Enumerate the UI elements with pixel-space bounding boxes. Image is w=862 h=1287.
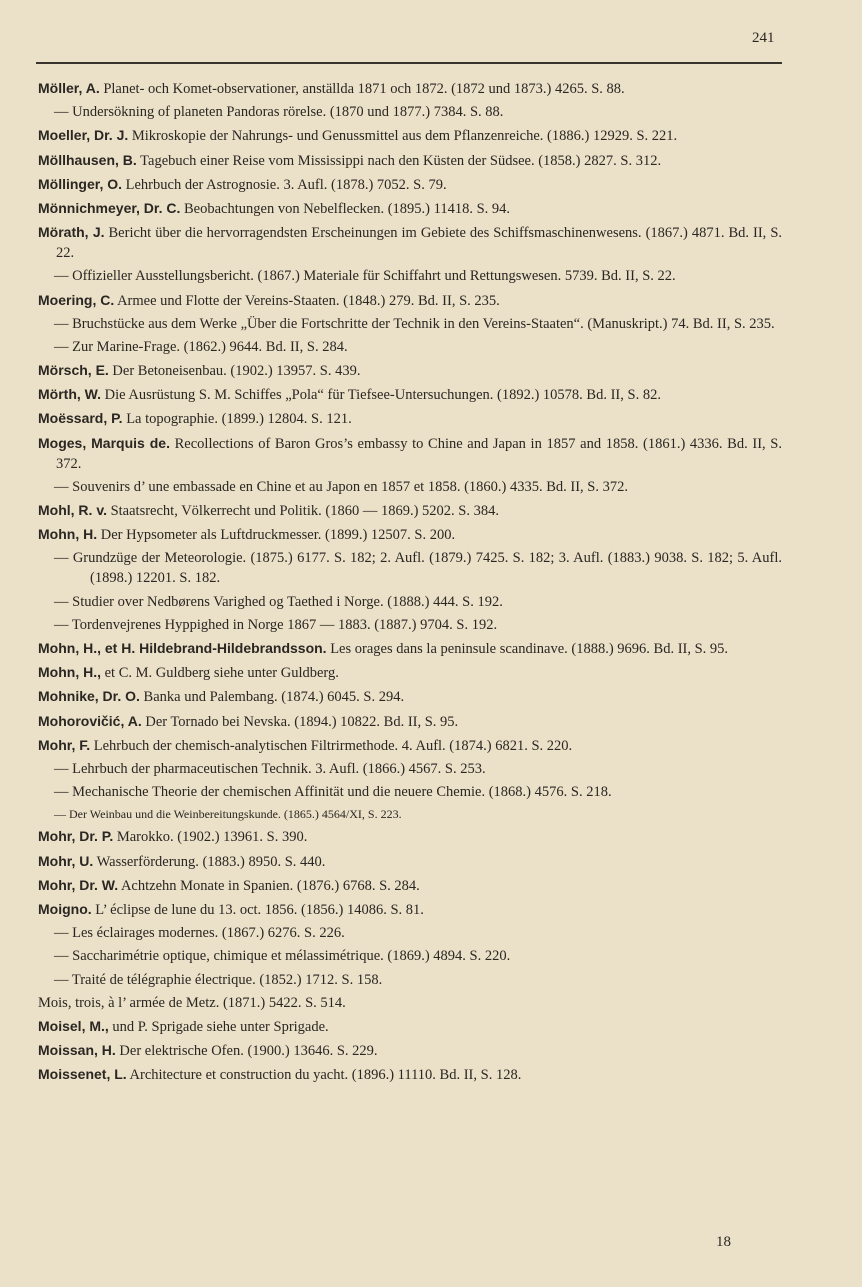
entry-text: Der elektrische Ofen. (1900.) 13646. S. 229.: [119, 1043, 378, 1060]
entry-author: Mohr, Dr. P.: [38, 828, 114, 845]
entry-author: Mohr, Dr. W.: [38, 876, 119, 893]
index-entry: [38, 826, 782, 847]
entry-text: Architecture et construction du yacht. (1896.) 11110. Bd. II, S. 128.: [129, 1067, 522, 1084]
entry-author: Mohn, H., et H. Hildebrand-Hildebrandsson.: [38, 639, 327, 656]
entry-text: Armee und Flotte der Vereins-Staaten. (1848.) 279. Bd. II, S. 235.: [117, 292, 500, 309]
index-entry: [38, 662, 782, 683]
index-entry: [38, 433, 782, 474]
entry-text: — Bruchstücke aus dem Werke „Über die Fortschritte der Technik in den Vereins-Staaten“. (Manuskript.) 74. Bd. II, S. 235.: [54, 315, 775, 332]
entry-author: Moering, C.: [38, 291, 115, 308]
index-entry: [38, 946, 782, 966]
entry-text: — Mechanische Theorie der chemischen Affinität und die neuere Chemie. (1868.) 4576. S. 218.: [54, 784, 612, 801]
entry-text: — Tordenvejrenes Hyppighed in Norge 1867 — 1883. (1887.) 9704. S. 192.: [54, 616, 498, 633]
entry-author: Mörath, J.: [38, 224, 105, 241]
entry-author: Mohn, H.,: [38, 664, 101, 681]
index-entry: [38, 548, 782, 588]
entry-author: Mohl, R. v.: [38, 502, 107, 518]
signature-mark: 18: [716, 1234, 731, 1250]
entry-author: Mörsch, E.: [38, 362, 109, 379]
entry-author: Mörth, W.: [38, 386, 101, 403]
index-entry: [38, 477, 782, 497]
index-entry: [38, 384, 782, 405]
index-entry: [38, 805, 782, 823]
entry-text: Les orages dans la peninsule scandinave. (1888.) 9696. Bd. II, S. 95.: [330, 640, 729, 657]
index-entry: [38, 290, 782, 311]
index-entry: [38, 266, 782, 286]
index-entry: [38, 1016, 782, 1037]
index-entry: [38, 923, 782, 943]
entry-text: Recollections of Baron Gros’s embassy to Chine and Japan in 1857 and 1858. (1861.) 4336. Bd. II, S. 372.: [56, 435, 783, 472]
index-entry: [38, 78, 782, 99]
entry-text: — Undersökning of planeten Pandoras rörelse. (1870 und 1877.) 7384. S. 88.: [54, 104, 504, 121]
index-entry: [38, 408, 782, 429]
entry-text: Staatsrecht, Völkerrecht und Politik. (1860 — 1869.) 5202. S. 384.: [110, 503, 499, 519]
entry-list: [38, 78, 782, 1089]
entry-text: Achtzehn Monate in Spanien. (1876.) 6768. S. 284.: [120, 877, 420, 894]
entry-text: Marokko. (1902.) 13961. S. 390.: [116, 829, 308, 846]
index-entry: [38, 222, 782, 263]
entry-text: Tagebuch einer Reise vom Mississippi nach den Küsten der Südsee. (1858.) 2827. S. 312.: [140, 152, 662, 169]
index-entry: [38, 899, 782, 920]
entry-author: Moissenet, L.: [38, 1066, 127, 1083]
entry-author: Mohr, U.: [38, 852, 94, 869]
entry-text: Beobachtungen von Nebelflecken. (1895.) 11418. S. 94.: [184, 200, 511, 217]
entry-author: Mohnike, Dr. O.: [38, 688, 140, 705]
entry-author: Möllhausen, B.: [38, 151, 137, 168]
entry-text: — Les éclairages modernes. (1867.) 6276. S. 226.: [54, 925, 345, 942]
index-entry: [38, 711, 782, 732]
entry-author: Moges, Marquis de.: [38, 434, 170, 451]
entry-text: — Lehrbuch der pharmaceutischen Technik. 3. Aufl. (1866.) 4567. S. 253.: [54, 760, 486, 777]
entry-text: — Studier over Nedbørens Varighed og Taethed i Norge. (1888.) 444. S. 192.: [54, 593, 503, 610]
entry-author: Mohn, H.: [38, 526, 98, 543]
entry-author: Mohr, F.: [38, 736, 91, 753]
index-entry: [38, 970, 782, 990]
entry-text: Der Tornado bei Nevska. (1894.) 10822. Bd. II, S. 95.: [145, 713, 459, 730]
entry-text: Der Hypsometer als Luftdruckmesser. (1899.) 12507. S. 200.: [100, 527, 456, 544]
entry-text: La topographie. (1899.) 12804. S. 121.: [126, 411, 352, 428]
entry-text: — Traité de télégraphie électrique. (1852.) 1712. S. 158.: [54, 971, 383, 988]
entry-text: Lehrbuch der Astrognosie. 3. Aufl. (1878.) 7052. S. 79.: [125, 176, 447, 193]
entry-text: — Saccharimétrie optique, chimique et mélassimétrique. (1869.) 4894. S. 220.: [54, 948, 511, 965]
index-entry: [38, 360, 782, 381]
entry-text: — Grundzüge der Meteorologie. (1875.) 6177. S. 182; 2. Aufl. (1879.) 7425. S. 182; 3. Aufl. (1883.) 9038. S. 182; 5. Aufl. (1898.) 12201. S. 182.: [54, 550, 782, 587]
entry-text: — Der Weinbau und die Weinbereitungskunde. (1865.) 4564/XI, S. 223.: [54, 807, 402, 822]
entry-author: Möllinger, O.: [38, 175, 123, 192]
entry-text: Mikroskopie der Nahrungs- und Genussmittel aus dem Pflanzenreiche. (1886.) 12929. S. 221.: [131, 128, 678, 145]
page-number: 241: [752, 30, 775, 46]
entry-author: Mönnichmeyer, Dr. C.: [38, 199, 181, 216]
index-entry: [38, 851, 782, 872]
index-entry: [38, 1064, 782, 1085]
entry-text: — Zur Marine-Frage. (1862.) 9644. Bd. II, S. 284.: [54, 338, 348, 355]
index-entry: [38, 150, 782, 171]
entry-text: Wasserförderung. (1883.) 8950. S. 440.: [96, 853, 326, 870]
entry-text: Mois, trois, à l’ armée de Metz. (1871.) 5422. S. 514.: [38, 994, 346, 1011]
entry-text: Banka und Palembang. (1874.) 6045. S. 294.: [143, 689, 405, 706]
entry-text: und P. Sprigade siehe unter Sprigade.: [112, 1018, 329, 1035]
index-entry: [38, 102, 782, 122]
entry-author: Mohorovičić, A.: [38, 712, 142, 729]
index-entry: [38, 500, 782, 521]
entry-text: Die Ausrüstung S. M. Schiffes „Pola“ für Tiefsee-Untersuchungen. (1892.) 10578. Bd. II, S. 82.: [104, 387, 661, 404]
index-entry: [38, 314, 782, 334]
entry-author: Moissan, H.: [38, 1042, 116, 1059]
index-entry: [38, 735, 782, 756]
entry-author: Moëssard, P.: [38, 410, 123, 427]
index-entry: [38, 174, 782, 195]
index-entry: [38, 875, 782, 896]
index-entry: [38, 337, 782, 357]
index-entry: [38, 759, 782, 779]
index-entry: [38, 125, 782, 146]
index-entry: [38, 592, 782, 612]
index-entry: [38, 782, 782, 802]
entry-text: — Offizieller Ausstellungsbericht. (1867.) Materiale für Schiffahrt und Rettungswesen. 5739. Bd. II, S. 22.: [54, 268, 676, 285]
entry-author: Möller, A.: [38, 80, 100, 96]
index-entry: [38, 993, 782, 1013]
entry-text: Lehrbuch der chemisch-analytischen Filtrirmethode. 4. Aufl. (1874.) 6821. S. 220.: [93, 737, 573, 754]
index-entry: [38, 1040, 782, 1061]
index-entry: [38, 524, 782, 545]
index-entry: [38, 638, 782, 659]
entry-text: Bericht über die hervorragendsten Erscheinungen im Gebiete des Schiffsmaschinenwesens. (1867.) 4871. Bd. II, S. 22.: [56, 225, 783, 262]
entry-author: Moisel, M.,: [38, 1017, 109, 1034]
entry-text: L’ éclipse de lune du 13. oct. 1856. (1856.) 14086. S. 81.: [95, 902, 424, 918]
entry-text: Der Betoneisenbau. (1902.) 13957. S. 439.: [112, 363, 361, 380]
index-entry: [38, 198, 782, 219]
entry-author: Moigno.: [38, 901, 92, 917]
entry-text: et C. M. Guldberg siehe unter Guldberg.: [104, 665, 339, 682]
index-entry: [38, 615, 782, 635]
entry-text: Planet- och Komet-observationer, anställda 1871 och 1872. (1872 und 1873.) 4265. S. 88.: [103, 81, 625, 97]
header-rule: [36, 62, 782, 64]
entry-text: — Souvenirs d’ une embassade en Chine et au Japon en 1857 et 1858. (1860.) 4335. Bd. II, S. 372.: [54, 478, 628, 495]
entry-author: Moeller, Dr. J.: [38, 127, 129, 144]
index-entry: [38, 686, 782, 707]
